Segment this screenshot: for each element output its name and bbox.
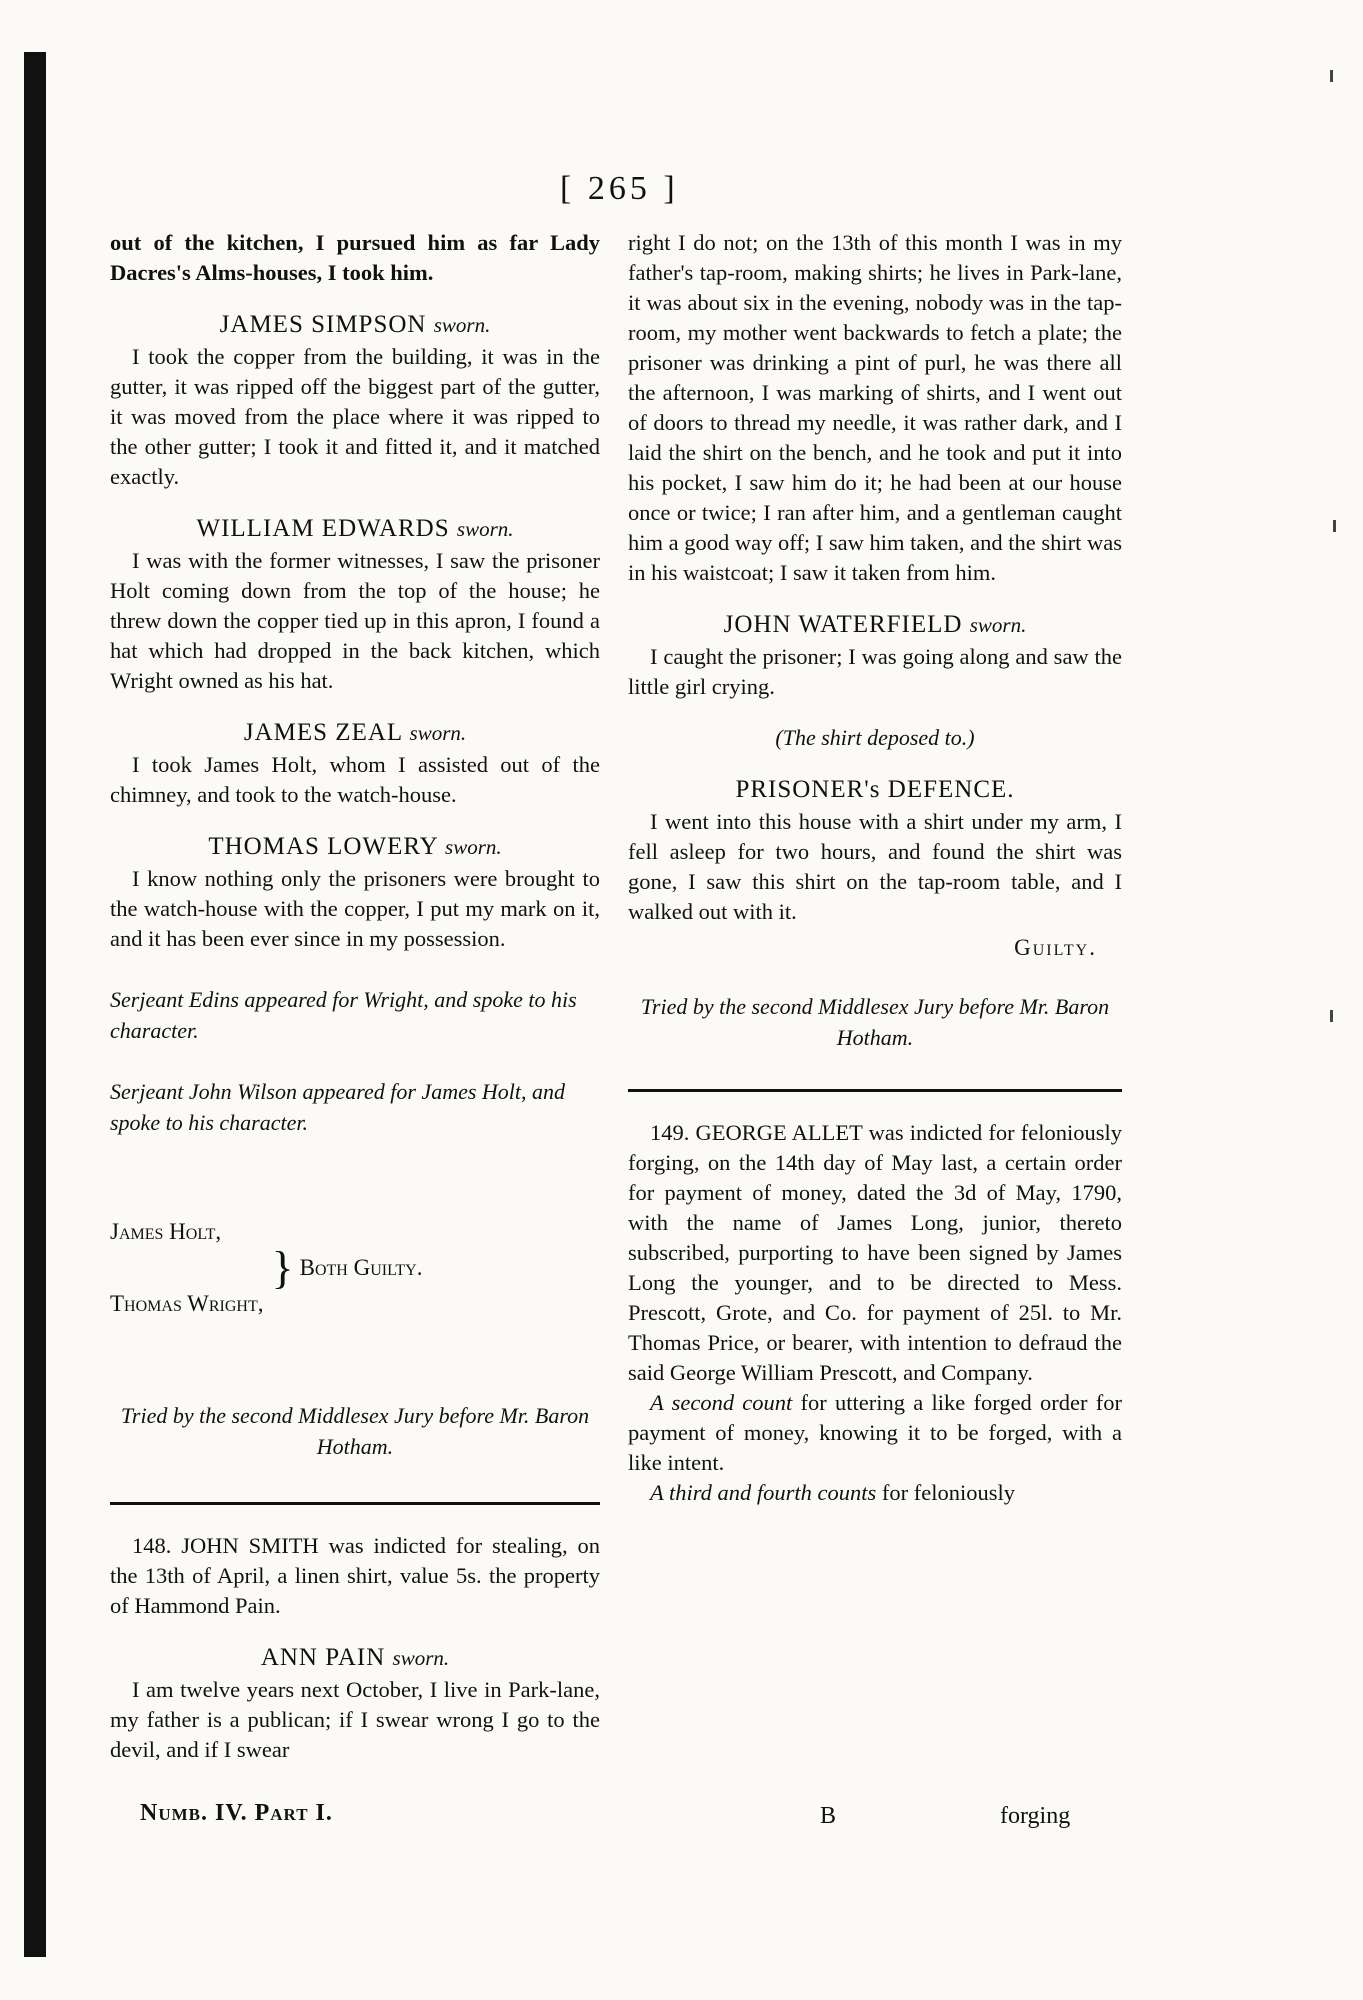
verdict: Guilty. [1014,935,1097,960]
sworn-label: sworn. [433,313,491,337]
count-text: for uttering a like forged order for payment of money, knowing it to be forged, with a like intent. [628,1390,1123,1475]
sworn-label: sworn. [445,835,502,859]
margin-speck [1333,520,1336,532]
testimony: I am twelve years next October, I live in Park-lane, my father is a publican; if I swear wrong I go to the devil, and if I swear [110,1677,600,1762]
sworn-label: sworn. [409,721,467,745]
witness-heading [110,310,600,340]
witness-name: ANN PAIN [260,1644,386,1671]
section-rule [110,1502,600,1505]
tried-note: Tried by the second Middlesex Jury before Mr. Baron Hotham. [120,1403,590,1459]
count-entry [628,1478,1122,1508]
witness-name: WILLIAM EDWARDS [196,515,450,542]
catchword: forging [1000,1803,1071,1829]
count-text: for feloniously [876,1480,1015,1505]
witness-name: JAMES ZEAL [243,719,403,746]
testimony-continued: right I do not; on the 13th of this month I was in my father's tap-room, making shirts; he lives in Park-lane, it was about six in the evening, nobody was in the tap-room, my mother went backwards to fetch a plate; the prisoner was drinking a pint of purl, he was there all the afternoon, I was marking of shirts, and I went out of doors to thread my needle, it was rather dark, and I laid the shirt on the bench, and he took and put it into his pocket, I saw him do it; he had been at our house once or twice; I ran after him, and a gentleman caught him a good way off; I saw him taken, and the shirt was in his waistcoat; I saw it taken from him. [628,230,1122,585]
court-note: Serjeant John Wilson appeared for James Holt, and spoke to his character. [110,1079,566,1135]
margin-speck [1330,1010,1333,1022]
sworn-label: sworn. [969,613,1027,637]
joint-verdict [110,1172,600,1364]
court-note: Serjeant Edins appeared for Wright, and spoke to his character. [110,987,577,1043]
witness-heading [110,514,600,544]
case-entry: 148. JOHN SMITH was indicted for stealing, on the 13th of April, a linen shirt, value 5s. the property of Hammond Pain. [110,1533,600,1618]
sworn-label: sworn. [392,1646,450,1670]
witness-heading [110,832,600,862]
witness-heading [628,610,1122,640]
witness-name: JOHN WATERFIELD [723,611,963,638]
footer-mark: Numb. IV. Part I. [140,1800,333,1826]
witness-heading [110,1643,600,1673]
sworn-label: sworn. [456,517,514,541]
defence-heading: PRISONER's DEFENCE. [735,776,1015,803]
case-entry: 149. GEORGE ALLET was indicted for feloniously forging, on the 14th day of May last, a certain order for payment of money, dated the 3d of May, 1790, with the name of James Long, junior, thereto subscribed, purporting to have been signed by James Long the younger, and to be directed to Mess. Prescott, Grote, and Co. for payment of 25l. to Mr. Thomas Price, or bearer, with intention to defraud the said George William Prescott, and Company. [628,1120,1122,1385]
brace: } [271,1242,294,1293]
testimony: I took James Holt, whom I assisted out of the chimney, and took to the watch-house. [110,752,600,807]
defendant-names [110,1172,264,1364]
count-lead: A third and fourth counts [650,1480,877,1505]
count-lead: A second count [650,1390,793,1415]
testimony: I took the copper from the building, it was in the gutter, it was ripped off the biggest part of the gutter, it was moved from the place where it was ripped to the other gutter; I took it and fitted it, and it matched exactly. [110,344,600,489]
binding-edge [24,52,46,1957]
testimony: I know nothing only the prisoners were brought to the watch-house with the copper, I put my mark on it, and it has been ever since in my possession. [110,866,600,951]
margin-speck [1330,70,1333,82]
tried-note: Tried by the second Middlesex Jury before Mr. Baron Hotham. [640,994,1110,1050]
witness-heading [110,718,600,748]
signature-mark: B [820,1803,837,1829]
left-column [110,228,600,1765]
exhibit-note: (The shirt deposed to.) [775,725,975,750]
testimony: I caught the prisoner; I was going along and saw the little girl crying. [628,644,1122,699]
witness-name: THOMAS LOWERY [208,833,438,860]
defence-text: I went into this house with a shirt under my arm, I fell asleep for two hours, and found the shirt was gone, I saw this shirt on the tap-room table, and I walked out with it. [628,809,1122,924]
defendant-name: Thomas Wright, [110,1291,264,1316]
witness-name: JAMES SIMPSON [219,311,427,338]
right-column [628,228,1122,1508]
defendant-name: James Holt, [110,1219,222,1244]
page-number: [ 265 ] [560,170,679,207]
paragraph: out of the kitchen, I pursued him as far Lady Dacres's Alms-houses, I took him. [110,230,600,285]
testimony: I was with the former witnesses, I saw the prisoner Holt coming down from the top of the house; he threw down the copper tied up in this apron, I found a hat which had dropped in the back kitchen, which Wright owned as his hat. [110,548,600,693]
count-entry [628,1388,1122,1478]
verdict-text: Both Guilty. [299,1255,423,1280]
section-rule [628,1089,1122,1092]
